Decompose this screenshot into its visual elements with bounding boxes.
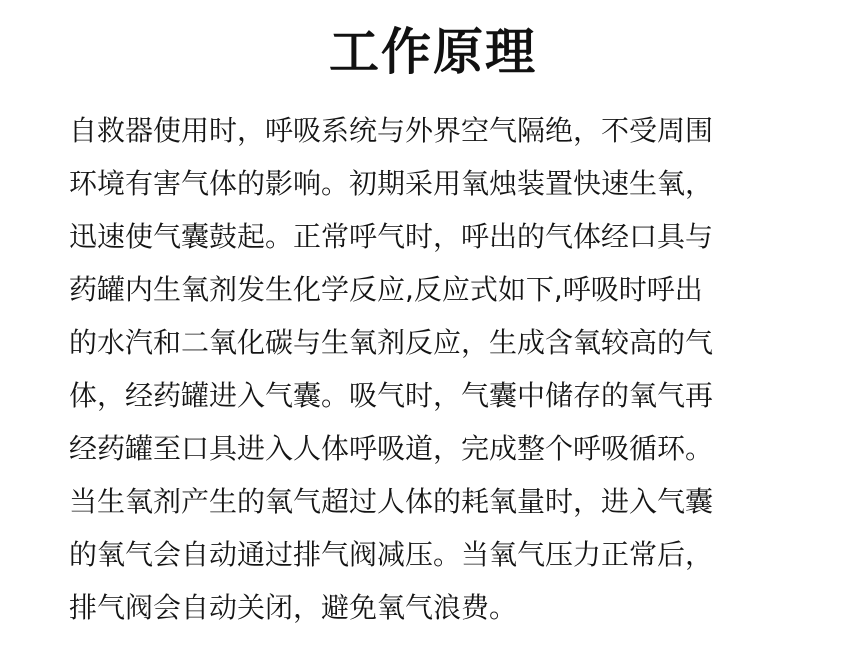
- body-line-3: 迅速使气囊鼓起。正常呼气时，呼出的气体经口具与: [69, 220, 714, 253]
- body-line-7: 经药罐至口具进入人体呼吸道，完成整个呼吸循环。: [69, 432, 714, 465]
- body-text: [69, 104, 799, 634]
- body-line-10: 排气阀会自动关闭，避免氧气浪费。: [69, 591, 518, 624]
- body-line-4: 药罐内生氧剂发生化学反应,反应式如下,呼吸时呼出: [69, 273, 703, 306]
- body-line-9: 的氧气会自动通过排气阀减压。当氧气压力正常后，: [69, 538, 714, 571]
- body-line-1: 自救器使用时，呼吸系统与外界空气隔绝，不受周围: [69, 114, 714, 147]
- body-line-2: 环境有害气体的影响。初期采用氧烛装置快速生氧，: [69, 167, 714, 200]
- body-line-5: 的水汽和二氧化碳与生氧剂反应，生成含氧较高的气: [69, 326, 714, 359]
- body-line-6: 体，经药罐进入气囊。吸气时，气囊中储存的氧气再: [69, 379, 714, 412]
- page-title: 工作原理: [329, 23, 537, 81]
- body-line-8: 当生氧剂产生的氧气超过人体的耗氧量时，进入气囊: [69, 485, 714, 518]
